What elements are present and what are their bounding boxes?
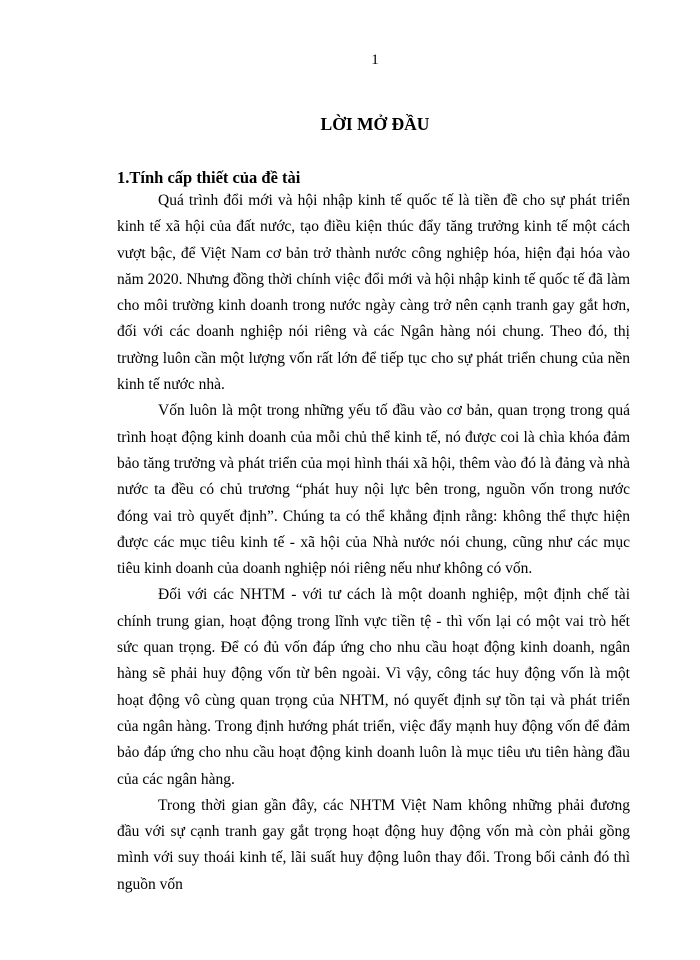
page-number: 1	[371, 52, 379, 68]
paragraph: Vốn luôn là một trong những yếu tố đầu vào cơ bản, quan trọng trong quá trình hoạt động kinh doanh của mỗi chủ thể kinh tế, nó được coi là chìa khóa đảm bảo tăng trưởng và phát triển của mọi hình thái xã hội, thêm vào đó là đảng và nhà nước ta đều có chủ trương “phát huy nội lực bên trong, nguồn vốn trong nước đóng vai trò quyết định”. Chúng ta có thể khẳng định rằng: không thể thực hiện được các mục tiêu kinh tế - xã hội của Nhà nước nói chung, cũng như các mục tiêu kinh doanh của doanh nghiệp nói riêng nếu như không có vốn.	[117, 402, 630, 578]
document-title: LỜI MỞ ĐẦU	[320, 114, 430, 134]
document-body	[117, 188, 630, 898]
paragraph: Đối với các NHTM - với tư cách là một doanh nghiệp, một định chế tài chính trung gian, hoạt động trong lĩnh vực tiền tệ - thì vốn lại có một vai trò hết sức quan trọng. Để có đủ vốn đáp ứng cho nhu cầu hoạt động kinh doanh, ngân hàng sẽ phải huy động vốn từ bên ngoài. Vì vậy, công tác huy động vốn là một hoạt động vô cùng quan trọng của NHTM, nó quyết định sự tồn tại và phát triển của ngân hàng. Trong định hướng phát triển, việc đẩy mạnh huy động vốn để đảm bảo đáp ứng cho nhu cầu hoạt động kinh doanh luôn là mục tiêu ưu tiên hàng đầu của các ngân hàng.	[117, 586, 630, 788]
paragraph: Trong thời gian gần đây, các NHTM Việt Nam không những phải đương đầu với sự cạnh tranh gay gắt trọng hoạt động huy động vốn mà còn phải gồng mình với suy thoái kinh tế, lãi suất huy động luôn thay đổi. Trong bối cảnh đó thì nguồn vốn	[117, 796, 630, 893]
section-heading: 1.Tính cấp thiết của đề tài	[117, 168, 301, 187]
paragraph: Quá trình đổi mới và hội nhập kinh tế quốc tế là tiền đề cho sự phát triển kinh tế xã hội của đất nước, tạo điều kiện thúc đẩy tăng trưởng kinh tế một cách vượt bậc, để Việt Nam cơ bản trở thành nước công nghiệp hóa, hiện đại hóa vào năm 2020. Nhưng đồng thời chính việc đổi mới và hội nhập kinh tế quốc tế đã làm cho môi trường kinh doanh trong nước ngày càng trở nên cạnh tranh gay gắt hơn, đối với các doanh nghiệp nói riêng và các Ngân hàng nói chung. Theo đó, thị trường luôn cần một lượng vốn rất lớn để tiếp tục cho sự phát triển chung của nền kinh tế nước nhà.	[117, 192, 630, 394]
